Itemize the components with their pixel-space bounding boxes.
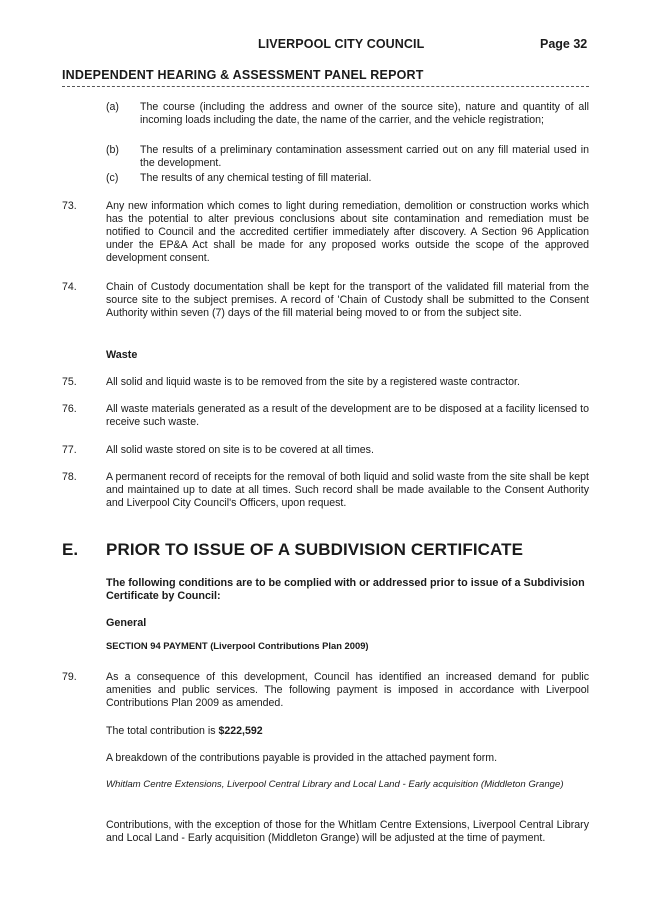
subitem-text: The course (including the address and owner of the source site), nature and quantity of all incoming loads including the date, the name of the carrier, and the vehicle registration; — [140, 101, 589, 126]
total-contribution — [106, 725, 589, 738]
breakdown-note: A breakdown of the contributions payable is provided in the attached payment form. — [106, 752, 498, 764]
condition-text: Any new information which comes to light during remediation, demolition or construction works which has the potential to alter previous conclusions about site contamination and remediation must be notified to Council and the accredited certifier immediately after discovery. A Section 96 Application under the EP&A Act shall be made for any proposed works outside the scope of the approved development consent. — [106, 200, 589, 264]
header-page-number: Page 32 — [540, 37, 588, 51]
section-letter: E. — [62, 540, 79, 559]
condition-number: 78. — [62, 471, 77, 483]
condition-text: A permanent record of receipts for the removal of both liquid and solid waste from the site shall be kept and maintained up to date at all times. Such record shall be made available to the Consent Authority and Liverpool City Council's Officers, upon request. — [106, 471, 589, 509]
general-heading: General — [106, 617, 147, 629]
waste-heading: Waste — [106, 349, 138, 361]
condition-text: All solid waste stored on site is to be covered at all times. — [106, 444, 374, 456]
header-divider — [62, 86, 589, 87]
condition-number: 75. — [62, 376, 77, 388]
subitem-text: The results of a preliminary contamination assessment carried out on any fill material used in the development. — [140, 144, 589, 169]
header-report-title: INDEPENDENT HEARING & ASSESSMENT PANEL REPORT — [62, 68, 424, 82]
subitem-text: The results of any chemical testing of fill material. — [140, 172, 372, 184]
section-94-heading: SECTION 94 PAYMENT (Liverpool Contributions Plan 2009) — [106, 640, 369, 651]
condition-text: As a consequence of this development, Council has identified an increased demand for public amenities and public services. The following payment is imposed in accordance with Liverpool Contributions Plan 2009 as amended. — [106, 671, 589, 709]
total-contribution-label: The total contribution is — [106, 725, 219, 737]
condition-number: 74. — [62, 281, 77, 293]
condition-number: 79. — [62, 671, 77, 683]
condition-text: Chain of Custody documentation shall be kept for the transport of the validated fill material from the source site to the subject premises. A record of 'Chain of Custody shall be submitted to the Consent Authority within seven (7) days of the fill material being moved to or from the subject site. — [106, 281, 589, 319]
adjustment-note: Contributions, with the exception of those for the Whitlam Centre Extensions, Liverpool Central Library and Local Land - Early acquisition (Middleton Grange) will be adjusted at the time of payment. — [106, 819, 589, 844]
condition-text: All waste materials generated as a result of the development are to be disposed at a facility licensed to receive such waste. — [106, 403, 589, 428]
section-intro: The following conditions are to be complied with or addressed prior to issue of a Subdivision Certificate by Council: — [106, 577, 585, 602]
exception-subheading: Whitlam Centre Extensions, Liverpool Central Library and Local Land - Early acquisition (Middleton Grange) — [106, 779, 564, 790]
condition-text: All solid and liquid waste is to be removed from the site by a registered waste contractor. — [106, 376, 520, 388]
subitem-label: (b) — [106, 144, 119, 156]
condition-number: 76. — [62, 403, 77, 415]
subitem-label: (a) — [106, 101, 119, 113]
header-council-name: LIVERPOOL CITY COUNCIL — [258, 37, 425, 51]
section-title: PRIOR TO ISSUE OF A SUBDIVISION CERTIFICATE — [106, 540, 524, 559]
subitem-label: (c) — [106, 172, 119, 184]
total-contribution-amount: $222,592 — [218, 725, 263, 737]
condition-number: 73. — [62, 200, 77, 212]
condition-number: 77. — [62, 444, 77, 456]
